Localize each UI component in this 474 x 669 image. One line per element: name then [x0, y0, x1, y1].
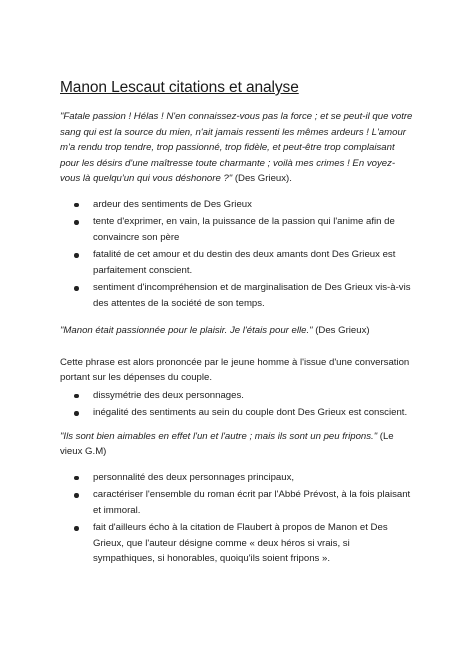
quote-3-text: "Ils sont bien aimables en effet l'un et l'autre ; mais ils sont un peu fripons." — [60, 430, 378, 442]
analysis-list-1 — [60, 197, 414, 312]
page-title: Manon Lescaut citations et analyse — [60, 79, 299, 96]
analysis-list-3 — [60, 470, 414, 567]
list-item: inégalité des sentiments au sein du couple dont Des Grieux est conscient. — [60, 405, 414, 421]
list-item: fatalité de cet amour et du destin des deux amants dont Des Grieux est parfaitement conscient. — [60, 247, 414, 278]
quote-1 — [60, 109, 414, 187]
quote-3 — [60, 429, 414, 460]
context-paragraph: Cette phrase est alors prononcée par le jeune homme à l'issue d'une conversation portant sur les dépenses du couple. — [60, 356, 410, 383]
analysis-list-2 — [60, 388, 414, 421]
quote-1-author: (Des Grieux). — [232, 173, 292, 184]
quote-3-author: (Le vieux G.M) — [60, 430, 394, 457]
list-item: personnalité des deux personnages principaux, — [60, 470, 414, 486]
list-item: ardeur des sentiments de Des Grieux — [60, 197, 414, 213]
list-item: sentiment d'incompréhension et de marginalisation de Des Grieux vis-à-vis des attentes de la société de son temps. — [60, 280, 414, 311]
list-item: fait d'ailleurs écho à la citation de Flaubert à propos de Manon et Des Grieux, que l'auteur désigne comme « deux héros si vrais, si sympathiques, si honorables, quoiqu'ils soient fripons ». — [60, 520, 414, 567]
list-item: caractériser l'ensemble du roman écrit par l'Abbé Prévost, à la fois plaisant et immoral. — [60, 487, 414, 518]
list-item: tente d'exprimer, en vain, la puissance de la passion qui l'anime afin de convaincre son père — [60, 214, 414, 245]
quote-2-author: (Des Grieux) — [312, 325, 370, 336]
list-item: dissymétrie des deux personnages. — [60, 388, 414, 404]
quote-2-text: "Manon était passionnée pour le plaisir. Je l'étais pour elle." — [60, 325, 313, 336]
quote-1-text: "Fatale passion ! Hélas ! N'en connaissez-vous pas la force ; et se peut-il que votre sang qui est la source du mien, n'ait jamais ressenti les mêmes ardeurs ! L'amour m'a rendu trop tendre, trop passionné, trop fidèle, et peut-être trop complaisant pour les désirs d'une maîtresse toute charmante ; voilà mes crimes ! En voyez-vous là quelqu'un qui vous déshonore ?" — [60, 111, 413, 184]
quote-2 — [60, 323, 414, 339]
